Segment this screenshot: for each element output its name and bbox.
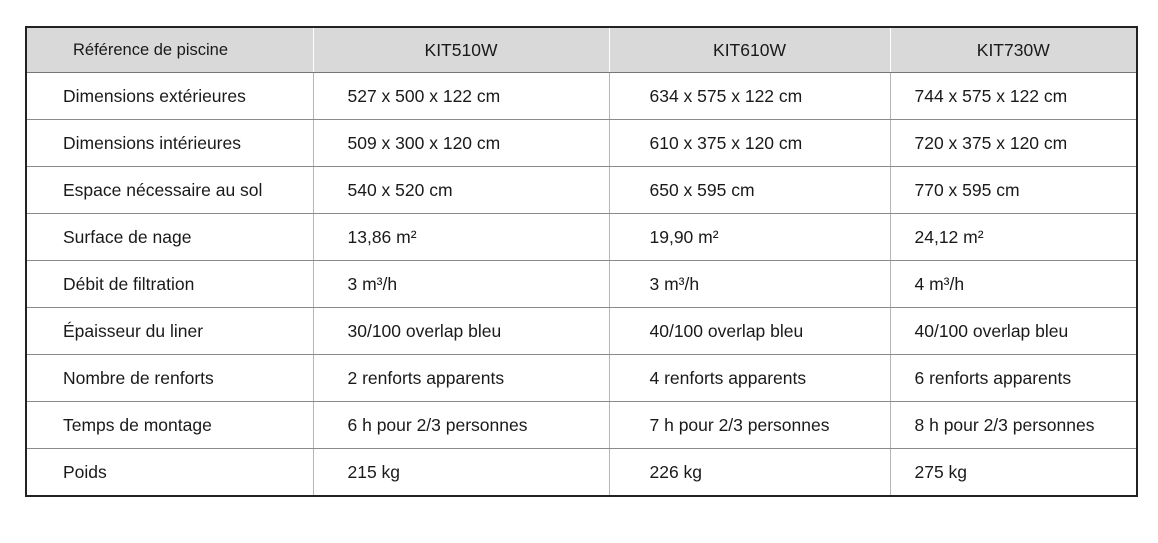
row-label: Poids (26, 449, 313, 497)
table-header (26, 27, 1137, 73)
cell-kit610w: 4 renforts apparents (609, 355, 890, 402)
table-row (26, 355, 1137, 402)
cell-kit510w: 527 x 500 x 122 cm (313, 73, 609, 120)
row-label: Dimensions extérieures (26, 73, 313, 120)
header-model-kit610w: KIT610W (609, 27, 890, 73)
cell-kit610w: 19,90 m² (609, 214, 890, 261)
cell-kit730w: 275 kg (914, 461, 968, 482)
table-body (26, 73, 1137, 497)
table-row (26, 167, 1137, 214)
cell-kit510w: 6 h pour 2/3 personnes (313, 402, 609, 449)
header-reference-label: Référence de piscine (26, 27, 313, 73)
cell-kit730w: 720 x 375 x 120 cm (890, 120, 1137, 167)
row-label: Épaisseur du liner (26, 308, 313, 355)
header-model-kit510w: KIT510W (313, 27, 609, 73)
table-row (26, 449, 1137, 497)
cell-kit610w: 226 kg (609, 449, 890, 497)
row-label: Dimensions intérieures (26, 120, 313, 167)
table-row (26, 214, 1137, 261)
header-model-kit730w: KIT730W (890, 27, 1137, 73)
cell-kit510w: 13,86 m² (313, 214, 609, 261)
cell-kit730w: 6 renforts apparents (890, 355, 1137, 402)
cell-kit610w: 3 m³/h (609, 261, 890, 308)
cell-kit730w: 8 h pour 2/3 personnes (890, 402, 1137, 449)
table-row (26, 402, 1137, 449)
table-row (26, 308, 1137, 355)
row-label: Nombre de renforts (26, 355, 313, 402)
row-label: Temps de montage (26, 402, 313, 449)
cell-kit510w: 3 m³/h (313, 261, 609, 308)
cell-kit510w: 30/100 overlap bleu (313, 308, 609, 355)
pool-spec-table (25, 26, 1138, 497)
cell-kit510w: 509 x 300 x 120 cm (313, 120, 609, 167)
cell-kit610w: 634 x 575 x 122 cm (609, 73, 890, 120)
table-row (26, 73, 1137, 120)
cell-kit730w: 40/100 overlap bleu (890, 308, 1137, 355)
cell-kit610w: 650 x 595 cm (609, 167, 890, 214)
table-row (26, 261, 1137, 308)
cell-kit510w: 2 renforts apparents (313, 355, 609, 402)
cell-kit730w: 24,12 m² (890, 214, 1137, 261)
cell-kit510w: 215 kg (313, 449, 609, 497)
row-label: Débit de filtration (26, 261, 313, 308)
row-label: Surface de nage (26, 214, 313, 261)
cell-kit610w: 7 h pour 2/3 personnes (609, 402, 890, 449)
cell-kit510w: 540 x 520 cm (313, 167, 609, 214)
header-row (26, 27, 1137, 73)
cell-kit610w: 40/100 overlap bleu (609, 308, 890, 355)
cell-kit730w: 4 m³/h (890, 261, 1137, 308)
cell-kit610w: 610 x 375 x 120 cm (609, 120, 890, 167)
row-label: Espace nécessaire au sol (26, 167, 313, 214)
table-row (26, 120, 1137, 167)
cell-kit730w: 744 x 575 x 122 cm (890, 73, 1137, 120)
cell-kit730w: 770 x 595 cm (890, 167, 1137, 214)
